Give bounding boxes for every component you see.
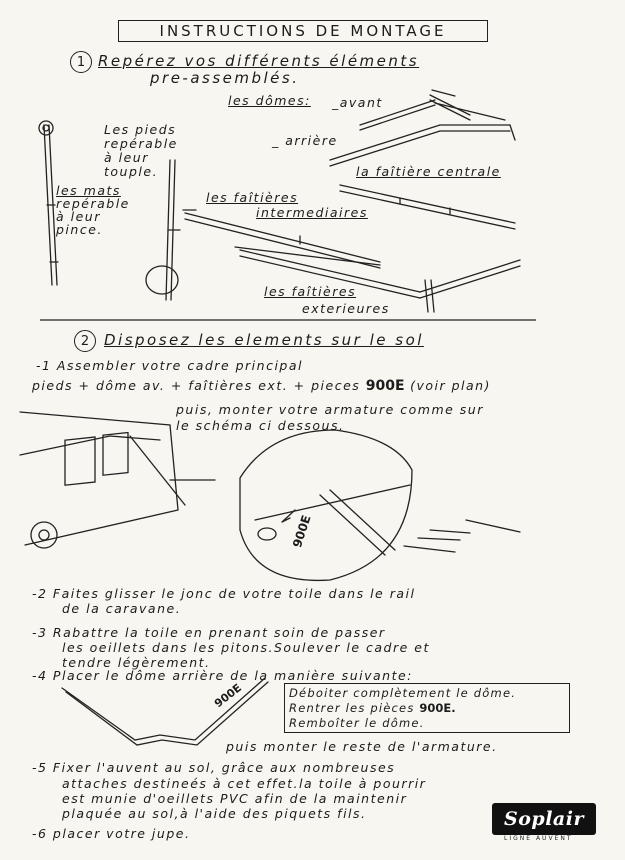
label-faitieres-ext-2: exterieures (302, 301, 390, 316)
page-title-text: INSTRUCTIONS DE MONTAGE (159, 22, 447, 40)
diagram-label-900e: 900E (290, 513, 314, 550)
step2-line1: -2 Faites glisser le jonc de votre toile dans le rail (32, 586, 416, 601)
section-2-badge: 2 (74, 330, 96, 352)
note-line-2: Rentrer les pièces 900E. (289, 701, 456, 715)
step3-line3: tendre légèrement. (62, 655, 211, 670)
note-line-1: Déboiter complètement le dôme. (289, 686, 517, 700)
step4-after: puis monter le reste de l'armature. (226, 739, 498, 754)
label-faitieres-inter-2: intermediaires (256, 205, 368, 220)
step4-diagram-label: 900E (212, 681, 245, 711)
step5-line3: est munie d'oeillets PVC afin de la maintenir (62, 791, 408, 806)
step4-note-box (284, 683, 570, 733)
label-faitieres-ext-1: les faîtières (264, 284, 357, 299)
step1-line3: puis, monter votre armature comme sur (176, 402, 484, 417)
label-avant: _avant (332, 95, 383, 110)
step5-line2: attaches destineés à cet effet.la toile à pourrir (62, 776, 427, 791)
logo-tagline: LIGNE AUVENT (504, 835, 573, 842)
step1-line2: pieds + dôme av. + faîtières ext. + pieces 900E (voir plan) (32, 378, 491, 394)
step3-line2: les oeillets dans les pitons.Soulever le cadre et (62, 640, 430, 655)
pied-drawing (146, 160, 196, 300)
label-pieds: Les pieds repérable à leur touple. (104, 122, 178, 179)
note-line-3: Remboîter le dôme. (289, 716, 425, 730)
dome-arriere-drawing (330, 125, 515, 166)
step4-line1: -4 Placer le dôme arrière de la manière suivante: (32, 668, 413, 683)
label-arriere: _ arrière (272, 133, 338, 148)
step5-line1: -5 Fixer l'auvent au sol, grâce aux nombreuses (32, 760, 396, 775)
detail-zoom-drawing (240, 430, 412, 580)
soplair-logo: Soplair (492, 803, 596, 835)
label-mats: les mats repérable à leur pince. (56, 183, 130, 237)
label-faitieres-inter-1: les faîtières (206, 190, 299, 205)
label-faitiere-centrale: la faîtière centrale (356, 164, 501, 179)
pitons-drawing (404, 520, 520, 552)
section-1-badge: 1 (70, 51, 92, 73)
step3-line1: -3 Rabattre la toile en prenant soin de passer (32, 625, 386, 640)
section-1-heading-2: pre-assemblés. (150, 69, 300, 87)
step5-line4: plaquée au sol,à l'aide des piquets fils. (62, 806, 367, 821)
label-domes: les dômes: (228, 93, 311, 108)
section-1-heading: Repérez vos différents éléments (98, 52, 420, 70)
step1-line1: -1 Assembler votre cadre principal (36, 358, 303, 373)
step6: -6 placer votre jupe. (32, 826, 191, 841)
section-2-heading: Disposez les elements sur le sol (104, 331, 424, 349)
page-title (118, 20, 488, 42)
step1-line4: le schéma ci dessous. (176, 418, 345, 433)
step2-line2: de la caravane. (62, 601, 182, 616)
